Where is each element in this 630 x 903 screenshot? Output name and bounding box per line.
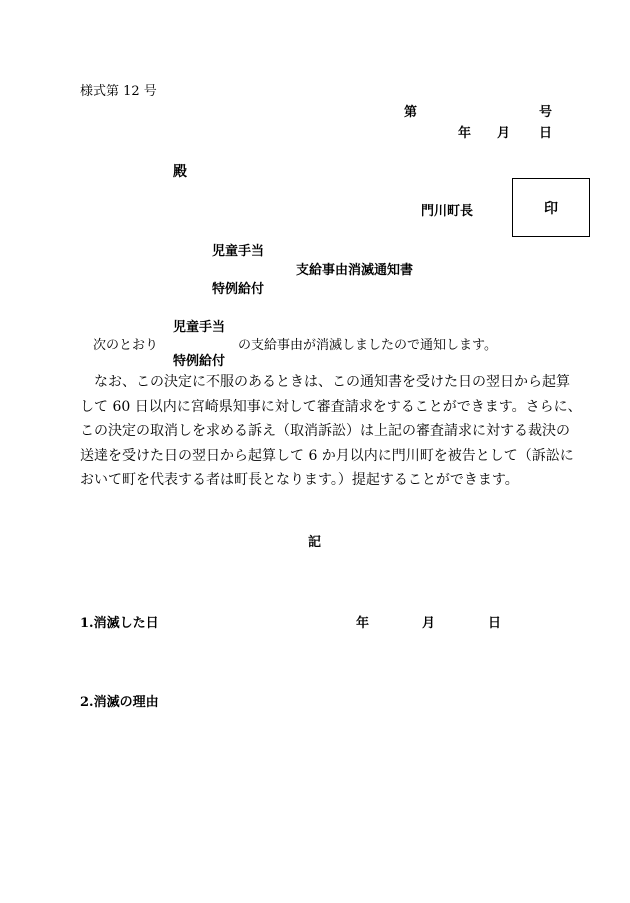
appeal-paragraph (80, 370, 582, 493)
form-number: 様式第 12 号 (80, 84, 157, 99)
appeal-line: この決定の取消しを求める訴え（取消訴訟）は上記の審査請求に対する裁決の (80, 423, 570, 440)
notice-option-a: 児童手当 (173, 320, 226, 335)
seal-label: 印 (544, 200, 558, 217)
addressee-suffix: 殿 (173, 164, 187, 180)
notice-suffix: の支給事由が消滅しましたので通知します。 (238, 338, 497, 353)
date-year: 年 (458, 126, 472, 141)
seal-box (512, 178, 590, 237)
date-day: 日 (539, 126, 553, 141)
item1-year: 年 (356, 616, 370, 631)
appeal-line: なお、この決定に不服のあるときは、この通知書を受けた日の翌日から起算 (94, 374, 570, 390)
item1-day: 日 (488, 616, 502, 631)
title-option-b: 特例給付 (212, 282, 265, 297)
appeal-line: 送達を受けた日の翌日から起算して 6 か月以内に門川町を被告として（訴訟に (80, 447, 574, 464)
notice-option-b: 特例給付 (173, 354, 226, 369)
appeal-line: して 60 日以内に宮崎県知事に対して審査請求をすることができます。さらに、 (80, 398, 582, 415)
date-month: 月 (497, 126, 511, 141)
notice-prefix: 次のとおり (93, 338, 159, 353)
appeal-line: おいて町を代表する者は町長となります。）提起することができます。 (80, 472, 519, 489)
doc-number-suffix: 号 (539, 105, 553, 120)
ki-heading: 記 (308, 535, 322, 550)
doc-number-prefix: 第 (404, 105, 418, 120)
item1-month: 月 (422, 616, 436, 631)
item1-label: 1.消滅した日 (80, 616, 159, 631)
issuer-name: 門川町長 (421, 204, 474, 219)
title-main: 支給事由消滅通知書 (296, 263, 414, 278)
item2-label: 2.消滅の理由 (80, 695, 159, 710)
title-option-a: 児童手当 (212, 244, 265, 259)
